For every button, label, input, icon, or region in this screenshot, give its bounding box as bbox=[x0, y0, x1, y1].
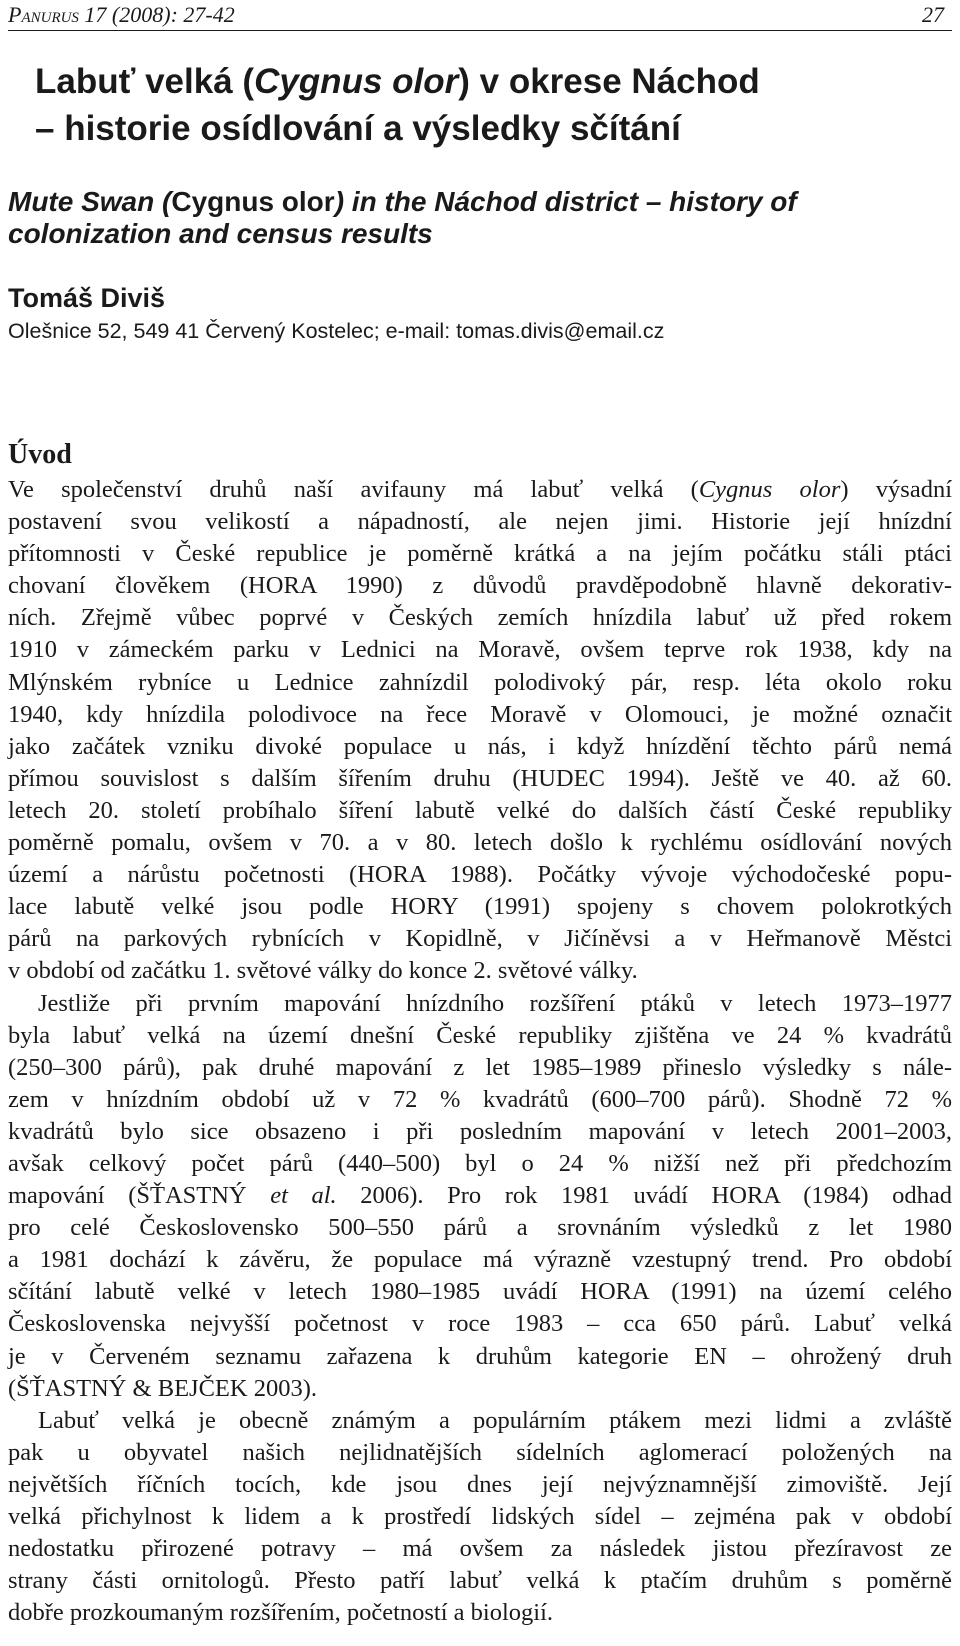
text-line: jako začátek vzniku divoké populace u nás, i když hnízdění těchto párů nemá bbox=[8, 732, 952, 760]
text-line: pro celé Československo 500–550 párů a srovnáním výsledků z let 1980 bbox=[8, 1214, 952, 1242]
author-address: Olešnice 52, 549 41 Červený Kostelec; e-mail: tomas.divis@email.cz bbox=[8, 319, 665, 343]
species-name: Cygnus olor bbox=[698, 476, 841, 503]
species-name: Cygnus olor bbox=[254, 62, 459, 101]
page-number: 27 bbox=[922, 2, 944, 27]
text-line: nedostatku přirozené potravy – má ovšem za následek jistou přezíravost ze bbox=[8, 1535, 952, 1563]
running-head bbox=[8, 2, 952, 26]
english-title-line-1: Mute Swan (Cygnus olor) in the Náchod district – history of bbox=[8, 186, 797, 217]
text-line: strany části ornitologů. Přesto patří labuť velká k ptačím druhům s poměrně bbox=[8, 1567, 952, 1595]
body-text bbox=[8, 474, 952, 1629]
text-line: poměrně pomalu, ovšem v 70. a v 80. letech došlo k rychlému osídlování nových bbox=[8, 829, 952, 857]
text-line: 1940, kdy hnízdila polodivoce na řece Moravě v Olomouci, je možné označit bbox=[8, 700, 952, 728]
article-title bbox=[35, 58, 760, 152]
text-line: (250–300 párů), pak druhé mapování z let 1985–1989 přineslo výsledky s nále- bbox=[8, 1053, 952, 1081]
journal-citation: Panurus 17 (2008): 27-42 bbox=[8, 2, 235, 27]
text-line: chovaní člověkem (HORA 1990) z důvodů pravděpodobně hlavně dekorativ- bbox=[8, 572, 952, 600]
text-line: mapování (ŠŤASTNÝ et al. 2006). Pro rok 1981 uvádí HORA (1984) odhad bbox=[8, 1182, 952, 1210]
text-line: největších říčních tocích, kde jsou dnes její nejvýznamnější zimoviště. Její bbox=[8, 1470, 952, 1498]
title-line-1: Labuť velká (Cygnus olor) v okrese Náchod bbox=[35, 62, 760, 101]
text-line: je v Červeném seznamu zařazena k druhům kategorie EN – ohrožený druh bbox=[8, 1342, 952, 1370]
text-line: byla labuť velká na území dnešní České republiky zjištěna ve 24 % kvadrátů bbox=[8, 1021, 952, 1049]
text-line: pak u obyvatel našich nejlidnatějších sídelních aglomerací položených na bbox=[8, 1438, 952, 1466]
text-line: avšak celkový počet párů (440–500) byl o 24 % nižší než při předchozím bbox=[8, 1149, 952, 1177]
text-line: Mlýnském rybníce u Lednice zahnízdil polodivoký pár, resp. léta okolo roku bbox=[8, 668, 952, 696]
text-line: v období od začátku 1. světové války do konce 2. světové války. bbox=[8, 957, 638, 985]
text-line: lace labutě velké jsou podle HORY (1991) spojeny s chovem polokrotkých bbox=[8, 893, 952, 921]
text-line: Labuť velká je obecně známým a populárním ptákem mezi lidmi a zvláště bbox=[38, 1406, 952, 1434]
text-line: Československa nejvyšší početnost v roce 1983 – cca 650 párů. Labuť velká bbox=[8, 1310, 952, 1338]
text-line: sčítání labutě velké v letech 1980–1985 uvádí HORA (1991) na území celého bbox=[8, 1278, 952, 1306]
text-line: 1910 v zámeckém parku v Lednici na Moravě, ovšem teprve rok 1938, kdy na bbox=[8, 636, 952, 664]
section-heading: Úvod bbox=[8, 439, 72, 470]
text-line: zem v hnízdním období už v 72 % kvadrátů (600–700 párů). Shodně 72 % bbox=[8, 1085, 952, 1113]
english-title bbox=[8, 186, 797, 250]
header-rule bbox=[8, 30, 952, 31]
text-line: Ve společenství druhů naší avifauny má labuť velká (Cygnus olor) výsadní bbox=[8, 476, 952, 503]
text-line: ních. Zřejmě vůbec poprvé v Českých zemích hnízdila labuť už před rokem bbox=[8, 604, 952, 632]
text-line: přítomnosti v České republice je poměrně krátká a na jejím počátku stáli ptáci bbox=[8, 540, 952, 568]
text-line: území a nárůstu početnosti (HORA 1988). Počátky vývoje východočeské popu- bbox=[8, 861, 952, 889]
text-line: (ŠŤASTNÝ & BEJČEK 2003). bbox=[8, 1374, 317, 1402]
text-line: dobře prozkoumaným rozšířením, početností a biologií. bbox=[8, 1599, 554, 1627]
title-line-2: – historie osídlování a výsledky sčítání bbox=[35, 109, 681, 148]
text-line: Jestliže při prvním mapování hnízdního rozšíření ptáků v letech 1973–1977 bbox=[38, 989, 952, 1017]
english-title-line-2: colonization and census results bbox=[8, 218, 433, 249]
text-line: přímou souvislost s dalším šířením druhu (HUDEC 1994). Ještě ve 40. až 60. bbox=[8, 764, 952, 792]
text-line: kvadrátů bylo sice obsazeno i při posledním mapování v letech 2001–2003, bbox=[8, 1117, 952, 1145]
text-line: velká přichylnost k lidem a k prostředí lidských sídel – zejména pak v období bbox=[8, 1503, 952, 1530]
text-line: postavení svou velikostí a nápadností, ale nejen jimi. Historie její hnízdní bbox=[8, 508, 952, 536]
text-line: letech 20. století probíhalo šíření labutě velké do dalších částí České republiky bbox=[8, 796, 952, 824]
text-line: a 1981 dochází k závěru, že populace má výrazně vzestupný trend. Pro období bbox=[8, 1246, 952, 1274]
et-al-italic: et al. bbox=[270, 1182, 337, 1210]
species-name-upright: Cygnus olor bbox=[171, 186, 335, 217]
text-line: párů na parkových rybnících v Kopidlně, v Jičíněvsi a v Heřmanově Městci bbox=[8, 925, 952, 953]
author-name: Tomáš Diviš bbox=[8, 283, 166, 313]
